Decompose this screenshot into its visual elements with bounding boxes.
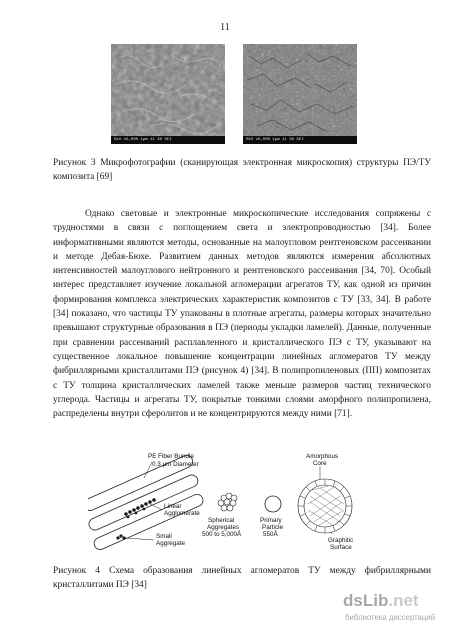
sem-micrograph-right <box>243 44 357 144</box>
site-watermark <box>343 591 447 631</box>
spherical-size-label: 500 to 5,000Å <box>202 531 242 538</box>
page-number: 11 <box>220 22 230 33</box>
spherical-aggregates-label-2: Aggregates <box>207 524 240 531</box>
graphitic-surface-label: Graphitic <box>328 537 354 544</box>
watermark-logo-main: dsLib <box>343 591 389 610</box>
graphitic-surface-label-2: Surface <box>330 544 352 551</box>
figure-4-caption: Рисунок 4 Схема образования линейных агломератов ТУ между фибриллярными кристаллитами ПЭ [34] <box>53 566 431 591</box>
sem-micrograph-left <box>111 44 225 144</box>
watermark-logo-suffix: .net <box>388 591 419 610</box>
particle-cross-section <box>298 479 352 533</box>
primary-particle-label: Primary <box>260 517 282 524</box>
watermark-logo <box>343 591 419 611</box>
primary-particle-label-2: Particle <box>262 524 283 531</box>
body-paragraph: Однако световые и электронные микроскопические исследования сопряжены с трудностями в связи с поглощением света и электропроводностью [34]. Более информативными являются методы, основанные на малоугловом рентгеновском рассеивании и методе Дебая-Бюхе. Развитием данных методов являются измерения абсолютных интенсивностей малоуглового нейтронного и рентгеновского рассеивания [34, 70]. Особый интерес представляет изучение локальной агломерации агрегатов ТУ, как одной из причин формирования комплекса электрических характеристик композитов с ТУ [33, 34]. В работе [34] показано, что частицы ТУ упакованы в плотные агрегаты, размеры которых значительно превышают структурные образования в ПЭ (периоды укладки ламелей). Данные, полученные при сравнении рассеиваний расплавленного и кристаллического ПЭ с ТУ, указывают на существенное локальное повышение концентрации линейных агломератов ТУ между фибриллярными кристаллитами ПЭ (рисунок 4) [34]. В полипропиленовых (ПП) композитах с ТУ толщина кристаллических ламелей также меньше размеров частиц технического углерода. Частицы и агрегаты ТУ, покрытые тонкими слоями аморфного полипропилена, распределены внутри сферолитов и не концентрируются между ними [71]. <box>53 209 431 420</box>
fiber-diameter-label: 0.3 µm Diameter <box>152 461 199 468</box>
linear-agglomerate-label: Linear <box>164 503 182 510</box>
agglomerate-schematic <box>88 452 378 556</box>
micrograph-scale-bar: 5kV x5,000 1µm 11 30 SEI <box>243 136 357 144</box>
amorphous-core-label: Amorphous <box>306 453 339 460</box>
fiber-bundle-label: PE Fiber Bundle <box>148 453 194 460</box>
amorphous-core-label-2: Core <box>313 460 327 467</box>
primary-particle <box>265 496 281 512</box>
primary-size-label: 550Å <box>263 531 278 538</box>
spherical-aggregate <box>218 493 237 511</box>
watermark-subtitle: библиотека диссертаций <box>345 613 436 622</box>
figure-3-caption: Рисунок 3 Микрофотографии (сканирующая электронная микроскопия) структуры ПЭ/ТУ композита [69] <box>53 158 431 183</box>
small-aggregate-label: Small <box>156 533 172 540</box>
spherical-aggregates-label: Spherical <box>208 517 235 524</box>
micrograph-scale-bar: 5kV x5,000 1µm 11 30 SEI <box>111 136 225 144</box>
linear-agglomerate-label-2: Agglomerate <box>164 510 200 517</box>
small-aggregate-label-2: Aggregate <box>156 540 186 547</box>
